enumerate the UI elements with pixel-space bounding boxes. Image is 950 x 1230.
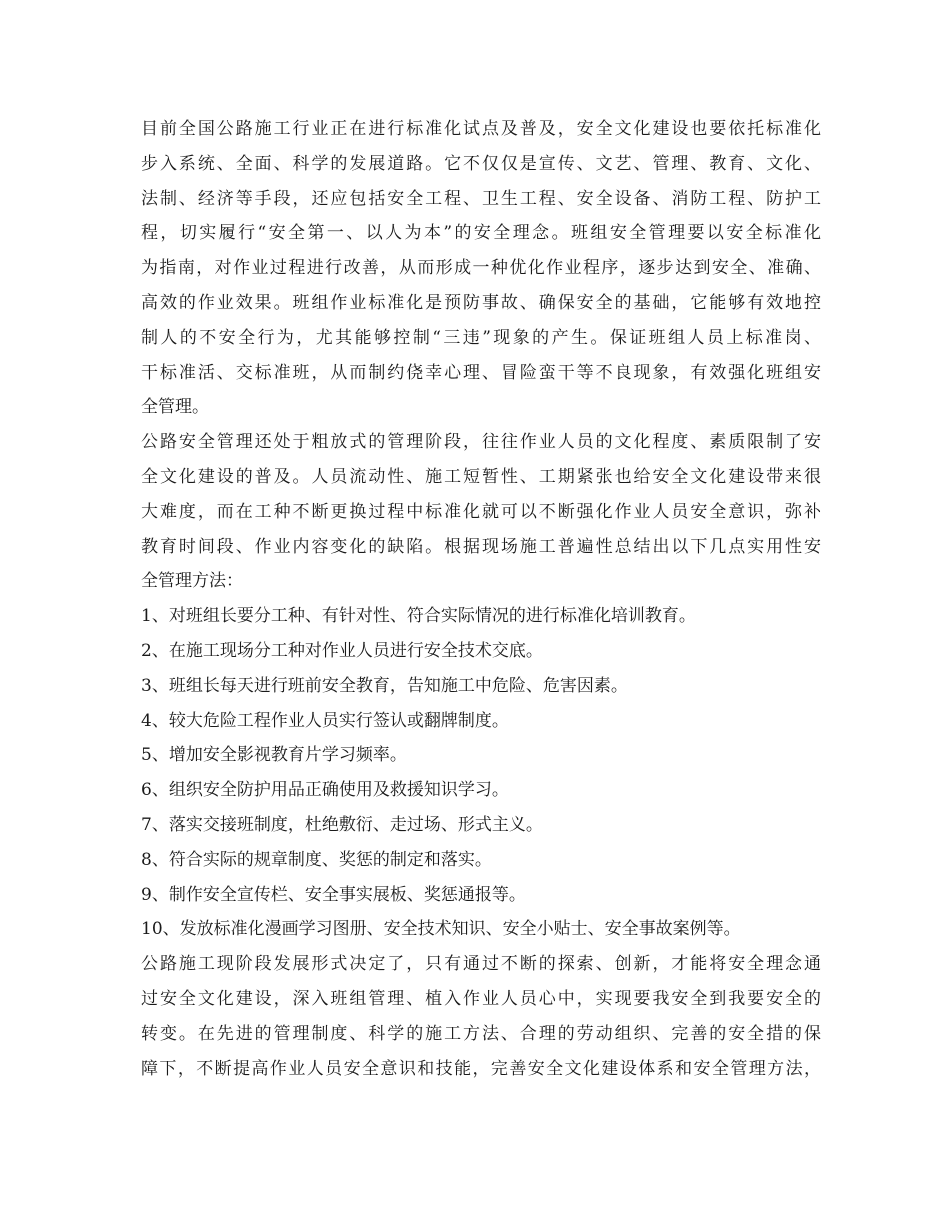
paragraph: [141, 843, 821, 878]
text-line: 2、在施工现场分工种对作业人员进行安全技术交底。: [141, 640, 543, 661]
text-line: 8、符合实际的规章制度、奖惩的制定和落实。: [141, 849, 492, 870]
text-line: 10、发放标准化漫画学习图册、安全技术知识、安全小贴士、安全事故案例等。: [141, 919, 741, 940]
paragraph: [141, 704, 821, 739]
text-line: 公路施工现阶段发展形式决定了，只有通过不断的探索、创新，才能将安全理念通: [141, 954, 821, 975]
text-line: 4、较大危险工程作业人员实行签认或翻牌制度。: [141, 710, 509, 731]
paragraph: [141, 878, 821, 913]
paragraph: [141, 738, 821, 773]
text-line: 为指南，对作业过程进行改善，从而形成一种优化作业程序，逐步达到安全、准确、: [141, 258, 821, 279]
text-line: 3、班组长每天进行班前安全教育，告知施工中危险、危害因素。: [141, 675, 628, 696]
text-line: 法制、经济等手段，还应包括安全工程、卫生工程、安全设备、消防工程、防护工: [141, 188, 821, 209]
text-line: 6、组织安全防护用品正确使用及救援知识学习。: [141, 780, 509, 801]
document-body: [141, 112, 821, 1086]
paragraph: [141, 634, 821, 669]
text-line: 全管理。: [141, 397, 209, 418]
text-line: 障下，不断提高作业人员安全意识和技能，完善安全文化建设体系和安全管理方法，: [141, 1058, 821, 1079]
text-line: 步入系统、全面、科学的发展道路。它不仅仅是宣传、文艺、管理、教育、文化、: [141, 153, 821, 174]
text-line: 9、制作安全宣传栏、安全事实展板、奖惩通报等。: [141, 884, 526, 905]
text-line: 大难度，而在工种不断更换过程中标准化就可以不断强化作业人员安全意识，弥补: [141, 501, 821, 522]
text-line: 公路安全管理还处于粗放式的管理阶段，往往作业人员的文化程度、素质限制了安: [141, 432, 821, 453]
paragraph: [141, 808, 821, 843]
paragraph: [141, 947, 821, 1086]
text-line: 全文化建设的普及。人员流动性、施工短暂性、工期紧张也给安全文化建设带来很: [141, 466, 821, 487]
text-line: 7、落实交接班制度，杜绝敷衍、走过场、形式主义。: [141, 814, 543, 835]
text-line: 制人的不安全行为，尤其能够控制“三违”现象的产生。保证班组人员上标准岗、: [141, 327, 821, 348]
paragraph: [141, 599, 821, 634]
paragraph: [141, 425, 821, 599]
text-line: 教育时间段、作业内容变化的缺陷。根据现场施工普遍性总结出以下几点实用性安: [141, 536, 821, 557]
text-line: 高效的作业效果。班组作业标准化是预防事故、确保安全的基础，它能够有效地控: [141, 292, 821, 313]
paragraph: [141, 773, 821, 808]
text-line: 干标准活、交标准班，从而制约侥幸心理、冒险蛮干等不良现象，有效强化班组安: [141, 362, 821, 383]
text-line: 过安全文化建设，深入班组管理、植入作业人员心中，实现要我安全到我要安全的: [141, 988, 821, 1009]
text-line: 目前全国公路施工行业正在进行标准化试点及普及，安全文化建设也要依托标准化: [141, 119, 821, 139]
paragraph: [141, 912, 821, 947]
text-line: 程，切实履行“安全第一、以人为本”的安全理念。班组安全管理要以安全标准化: [141, 223, 821, 244]
document-page: [141, 112, 821, 1086]
paragraph: [141, 112, 821, 425]
text-line: 全管理方法：: [141, 571, 243, 592]
text-line: 5、增加安全影视教育片学习频率。: [141, 745, 407, 766]
text-line: 1、对班组长要分工种、有针对性、符合实际情况的进行标准化培训教育。: [141, 606, 696, 627]
text-line: 转变。在先进的管理制度、科学的施工方法、合理的劳动组织、完善的安全措的保: [141, 1023, 821, 1044]
paragraph: [141, 669, 821, 704]
